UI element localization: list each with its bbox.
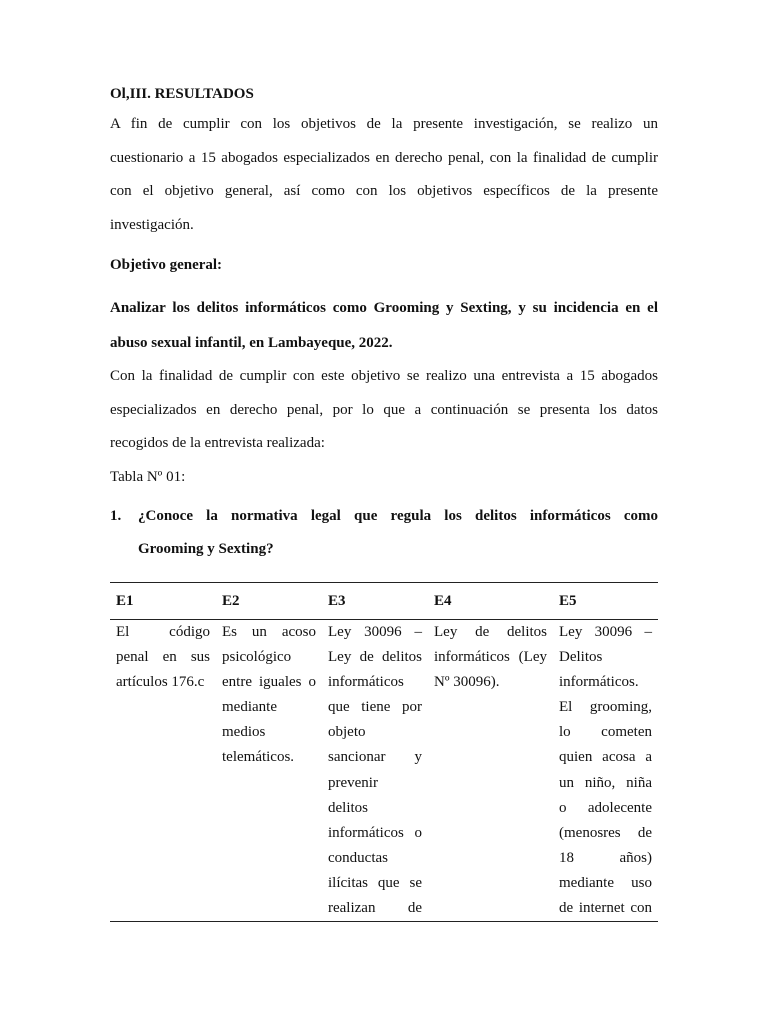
objective-line: Analizar los delitos informáticos como Grooming y Sexting, y su incidencia en el xyxy=(110,300,658,316)
section-heading: Ol,III. RESULTADOS xyxy=(110,86,254,102)
cell-line: mediante uso xyxy=(559,874,652,891)
question-text xyxy=(138,500,658,566)
cell-line: artículos 176.c xyxy=(116,674,205,691)
question-item xyxy=(110,500,658,566)
cell-line: Es un acoso xyxy=(222,624,316,640)
cell-line: Ley de delitos xyxy=(434,624,547,640)
cell-line: Delitos xyxy=(559,649,603,666)
intro-paragraph xyxy=(110,108,658,242)
table-label: Tabla Nº 01: xyxy=(110,468,186,485)
cell-line: conductas xyxy=(328,849,388,866)
intro-line: con el objetivo general, así como con los objetivos específicos de la presente xyxy=(110,183,658,199)
intro-line: A fin de cumplir con los objetivos de la presente investigación, se realizo un xyxy=(110,116,658,132)
header-e2: E2 xyxy=(216,583,322,620)
question-line: ¿Conoce la normativa legal que regula los delitos informáticos como xyxy=(138,507,658,524)
cell-line: (menosres de xyxy=(559,824,652,841)
cell-line: El código xyxy=(116,624,210,640)
cell-line: psicológico xyxy=(222,649,292,666)
cell-line: Ley 30096 – xyxy=(559,624,652,640)
intro-line: investigación. xyxy=(110,216,194,233)
question-line: Grooming y Sexting? xyxy=(138,540,274,557)
header-e3: E3 xyxy=(322,583,428,620)
objective-label: Objetivo general: xyxy=(110,257,223,273)
followup-paragraph xyxy=(110,360,658,461)
cell-line: delitos xyxy=(328,799,368,816)
objective-line: abuso sexual infantil, en Lambayeque, 2022. xyxy=(110,334,393,351)
cell-e3 xyxy=(322,620,428,922)
cell-line: 18 años) xyxy=(559,849,652,866)
cell-line: sancionar y xyxy=(328,749,422,766)
cell-line: realizan de xyxy=(328,900,422,917)
intro-line: cuestionario a 15 abogados especializados en derecho penal, con la finalidad de cumplir xyxy=(110,149,658,166)
cell-line: o adolecente xyxy=(559,799,652,816)
question-number: 1. xyxy=(110,507,122,524)
followup-line: recogidos de la entrevista realizada: xyxy=(110,435,325,451)
results-table xyxy=(110,582,658,922)
cell-line: ilícitas que se xyxy=(328,874,422,891)
cell-line: lo cometen xyxy=(559,724,652,741)
cell-line: prevenir xyxy=(328,774,378,791)
cell-line: informáticos (Ley xyxy=(434,649,547,666)
cell-e2 xyxy=(216,620,322,922)
cell-line: Ley de delitos xyxy=(328,649,422,666)
header-e1: E1 xyxy=(110,583,216,620)
table-header-row xyxy=(110,583,658,620)
cell-line: penal en sus xyxy=(116,649,210,666)
cell-line: El grooming, xyxy=(559,699,652,716)
cell-line: un niño, niña xyxy=(559,774,652,791)
header-e5: E5 xyxy=(553,583,658,620)
cell-e5 xyxy=(553,620,658,922)
document-page xyxy=(110,84,658,566)
cell-line: telemáticos. xyxy=(222,749,295,766)
cell-line: de internet con xyxy=(559,900,652,917)
objective-text xyxy=(110,291,658,360)
cell-e4 xyxy=(428,620,553,922)
cell-line: informáticos o xyxy=(328,824,422,841)
table-row xyxy=(110,620,658,922)
cell-line: que tiene por xyxy=(328,699,422,716)
cell-line: informáticos. xyxy=(559,674,639,691)
cell-line: objeto xyxy=(328,724,366,741)
followup-line: especializados en derecho penal, por lo que a continuación se presenta los datos xyxy=(110,401,658,418)
cell-line: quien acosa a xyxy=(559,749,652,766)
cell-line: mediante xyxy=(222,699,277,716)
followup-line: Con la finalidad de cumplir con este objetivo se realizo una entrevista a 15 abogados xyxy=(110,368,658,384)
cell-line: Nº 30096). xyxy=(434,674,500,691)
cell-line: Ley 30096 – xyxy=(328,624,422,640)
cell-line: medios xyxy=(222,724,266,741)
cell-line: entre iguales o xyxy=(222,674,316,691)
header-e4: E4 xyxy=(428,583,553,620)
cell-e1 xyxy=(110,620,216,922)
cell-line: informáticos xyxy=(328,674,404,691)
